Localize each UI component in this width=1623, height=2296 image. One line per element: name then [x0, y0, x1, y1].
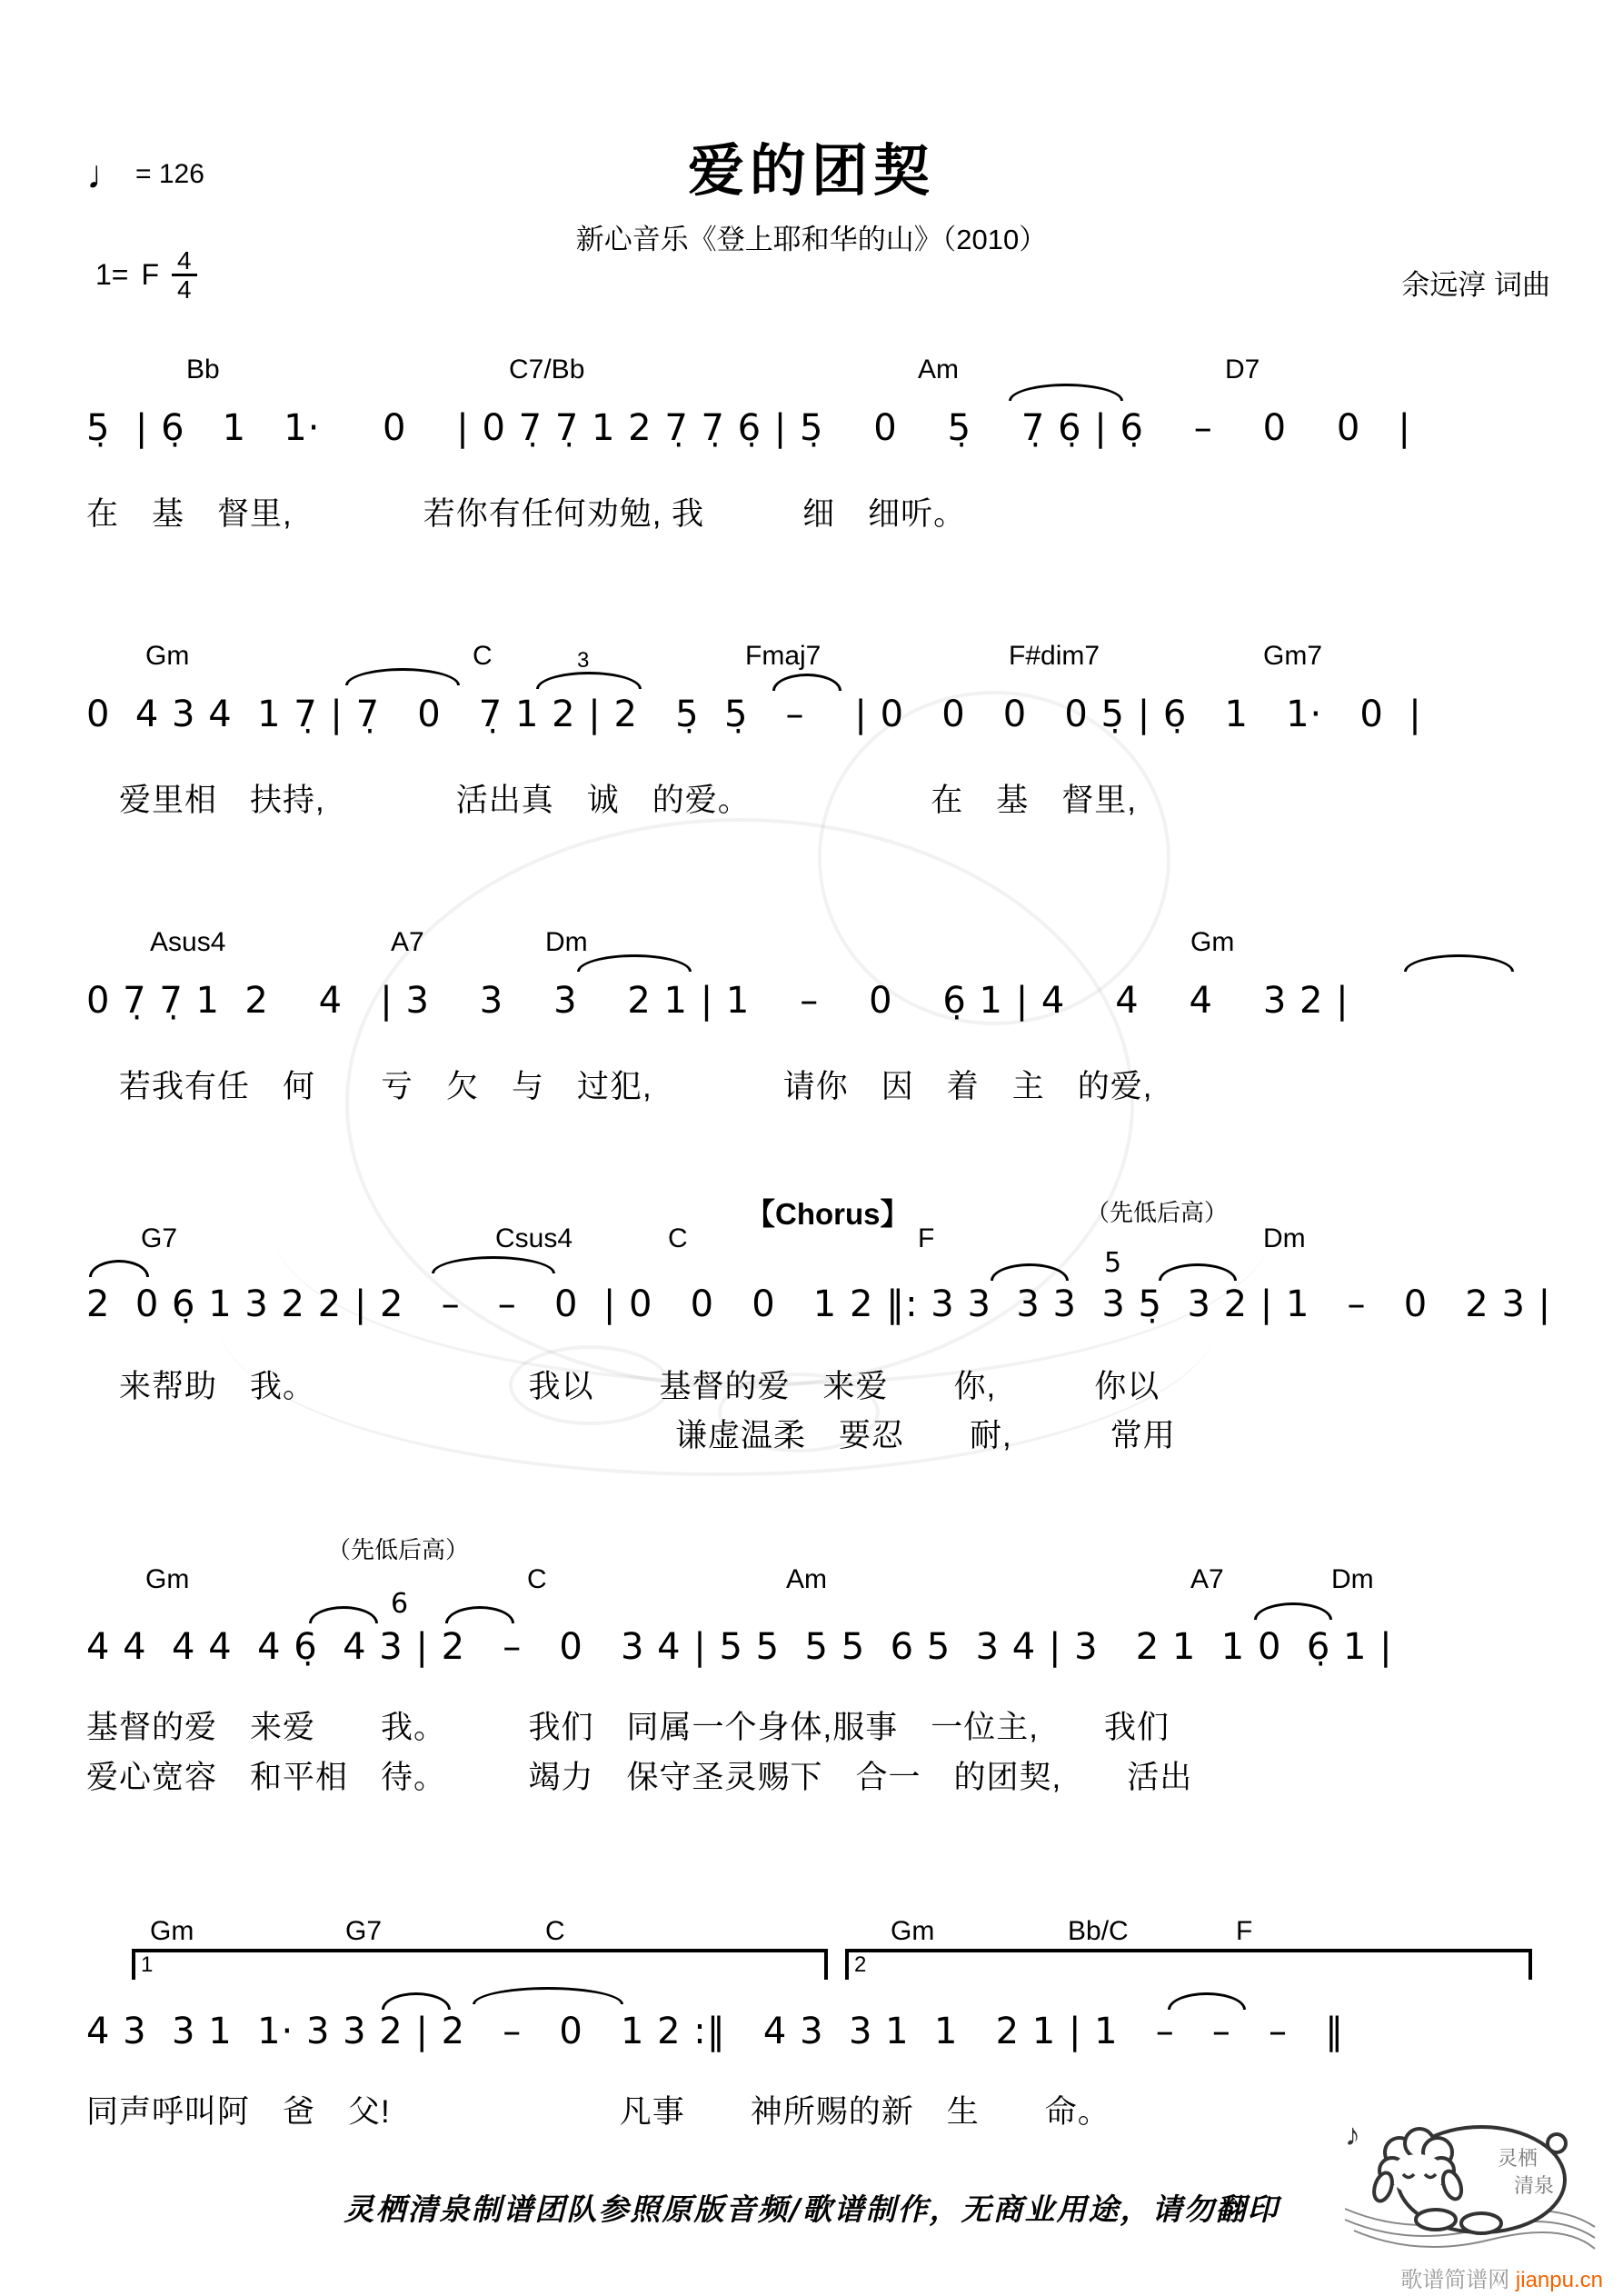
chord-label: Am	[918, 354, 959, 384]
site-watermark	[1400, 2261, 1603, 2293]
slur-arc	[1159, 1263, 1237, 1281]
site-name: 歌谱简谱网	[1400, 2268, 1516, 2292]
lyrics-line: 爱里相 扶持, 活出真 诚 的爱。 在 基 督里,	[86, 783, 1137, 818]
tie-arc	[1404, 954, 1514, 972]
lyrics-line: 在 基 督里, 若你有任何劝勉, 我 细 细听。	[86, 496, 967, 532]
lyrics-line: 谦虚温柔 要忍 耐, 常用	[86, 1418, 1176, 1453]
volta-1-bracket	[132, 1949, 828, 1980]
notes-line: 5̣ | 6̣ 1 1· 0 | 0 7̣ 7̣ 1 2 7̣ 7̣ 6̣ | 5̣ 0 5̣ 7̣ 6̣ | 6̣ – 0 0 |	[86, 407, 1411, 449]
performance-hint: （先低后高）	[327, 1536, 470, 1563]
chord-label: C	[668, 1223, 688, 1253]
chord-label: C	[473, 641, 493, 671]
volta-2-bracket	[845, 1949, 1532, 1980]
triplet-number: 3	[577, 648, 590, 673]
lyrics-line: 同声呼叫阿 爸 父! 凡事 神所赐的新 生 命。	[86, 2094, 1110, 2130]
tempo-value: = 126	[135, 159, 204, 189]
chord-label: F	[918, 1223, 935, 1253]
chord-label: Gm7	[1263, 641, 1323, 671]
system-4	[82, 1191, 1572, 1463]
performance-hint: （先低后高）	[1086, 1199, 1229, 1226]
notes-line: 4 4 4 4 4 6̣ 4 3 | 2 – 0 3 4 | 5 5 5 5 6 5 3 4 | 3 2 1 1 0 6̣ 1 |	[86, 1626, 1393, 1668]
lyrics-line: 爱心宽容 和平相 待。 竭力 保守圣灵赐下 合一 的团契, 活出	[86, 1760, 1193, 1795]
tie-arc	[473, 1987, 623, 2004]
chord-label: Gm	[891, 1916, 935, 1946]
meter-numerator: 4	[172, 247, 197, 276]
chord-label: G7	[345, 1916, 383, 1946]
slur-arc	[991, 1263, 1069, 1281]
chord-label: A7	[1190, 1564, 1224, 1594]
quarter-note-icon: ♩	[86, 153, 126, 197]
chord-label: Bb/C	[1068, 1916, 1129, 1946]
music-note-icon: ♪	[1345, 2118, 1360, 2152]
tie-arc	[1168, 1992, 1246, 2010]
chord-label: Csus4	[495, 1223, 573, 1253]
chord-label: Bb	[186, 354, 220, 384]
lyrics-line: 基督的爱 来爱 我。 我们 同属一个身体,服事 一位主, 我们	[86, 1710, 1170, 1745]
chord-label: Gm	[145, 641, 190, 671]
system-6	[82, 1909, 1572, 2130]
chord-label: Fmaj7	[745, 641, 821, 671]
site-url: jianpu.cn	[1515, 2268, 1603, 2292]
volta-number: 1	[141, 1952, 154, 1977]
slur-arc	[445, 1606, 514, 1623]
tie-arc	[577, 954, 692, 972]
slur-arc	[382, 1992, 451, 2010]
chord-label: Am	[786, 1564, 827, 1594]
system-5	[82, 1532, 1572, 1809]
tie-arc	[1009, 384, 1123, 401]
volta-number: 2	[854, 1952, 867, 1977]
key-label: 1=	[95, 258, 129, 292]
chord-label: Asus4	[150, 927, 226, 957]
tie-arc	[89, 1260, 149, 1277]
composer-credit: 余远淳 词曲	[1401, 269, 1550, 301]
chord-label: F#dim7	[1009, 641, 1100, 671]
chord-label: C7/Bb	[509, 354, 585, 384]
chord-label: C	[527, 1564, 547, 1594]
lyrics-line: 若我有任 何 亏 欠 与 过犯, 请你 因 着 主 的爱,	[86, 1069, 1153, 1104]
chord-label: Dm	[1331, 1564, 1374, 1594]
chord-label: Dm	[1263, 1223, 1306, 1253]
system-1	[82, 354, 1572, 582]
lyrics-line: 来帮助 我。 我以 基督的爱 来爱 你, 你以	[86, 1369, 1160, 1404]
chord-label: C	[545, 1916, 565, 1946]
notes-line: 0 4 3 4 1 7̣ | 7̣ 0 7̣ 1 2 | 2 5̣ 5̣ – | 0 0 0 0 5̣ | 6̣ 1 1· 0 |	[86, 694, 1422, 735]
logo-text: 灵栖	[1498, 2147, 1538, 2170]
tie-arc	[345, 668, 460, 685]
notes-line: 4 3 3 1 1· 3 3 2 | 2 – 0 1 2 :‖ 4 3 3 1 1 2 1 | 1 – – – ‖	[86, 2011, 1345, 2052]
tie-arc	[1254, 1602, 1332, 1620]
chord-label: F	[1236, 1916, 1253, 1946]
copyright-note: 灵栖清泉制谱团队参照原版音频/歌谱制作，无商业用途，请勿翻印	[344, 2191, 1279, 2227]
chord-label: Gm	[1190, 927, 1235, 957]
alternate-note-high: 6	[391, 1588, 409, 1620]
page-title: 爱的团契	[687, 140, 935, 203]
system-2	[82, 641, 1572, 868]
system-3	[82, 927, 1572, 1154]
chord-label: Dm	[545, 927, 588, 957]
chord-label: Gm	[145, 1564, 190, 1594]
chorus-label: 【Chorus】	[745, 1197, 911, 1231]
album-subtitle: 新心音乐《登上耶和华的山》（2010）	[575, 224, 1048, 255]
notes-line: 2 0 6̣ 1 3 2 2 | 2 – – 0 | 0 0 0 1 2 ‖: 3 3 3 3 3 5̣ 3 2 | 1 – 0 2 3 |	[86, 1283, 1552, 1325]
slur-arc	[772, 674, 841, 691]
notes-line: 0 7̣ 7̣ 1 2 4 | 3 3 3 2 1 | 1 – 0 6̣ 1 | 4 4 4 3 2 |	[86, 980, 1349, 1022]
tie-arc	[432, 1256, 555, 1273]
sheep-logo	[1336, 2109, 1599, 2268]
chord-label: Gm	[150, 1916, 194, 1946]
meter-denominator: 4	[177, 275, 192, 304]
alternate-note-high: 5	[1104, 1247, 1122, 1279]
triplet-arc	[536, 672, 642, 689]
chord-label: A7	[391, 927, 424, 957]
chord-label: D7	[1225, 354, 1260, 384]
slur-arc	[309, 1606, 378, 1623]
chord-label: G7	[141, 1223, 178, 1253]
logo-text: 清泉	[1514, 2174, 1555, 2197]
key-value: F	[141, 258, 160, 292]
